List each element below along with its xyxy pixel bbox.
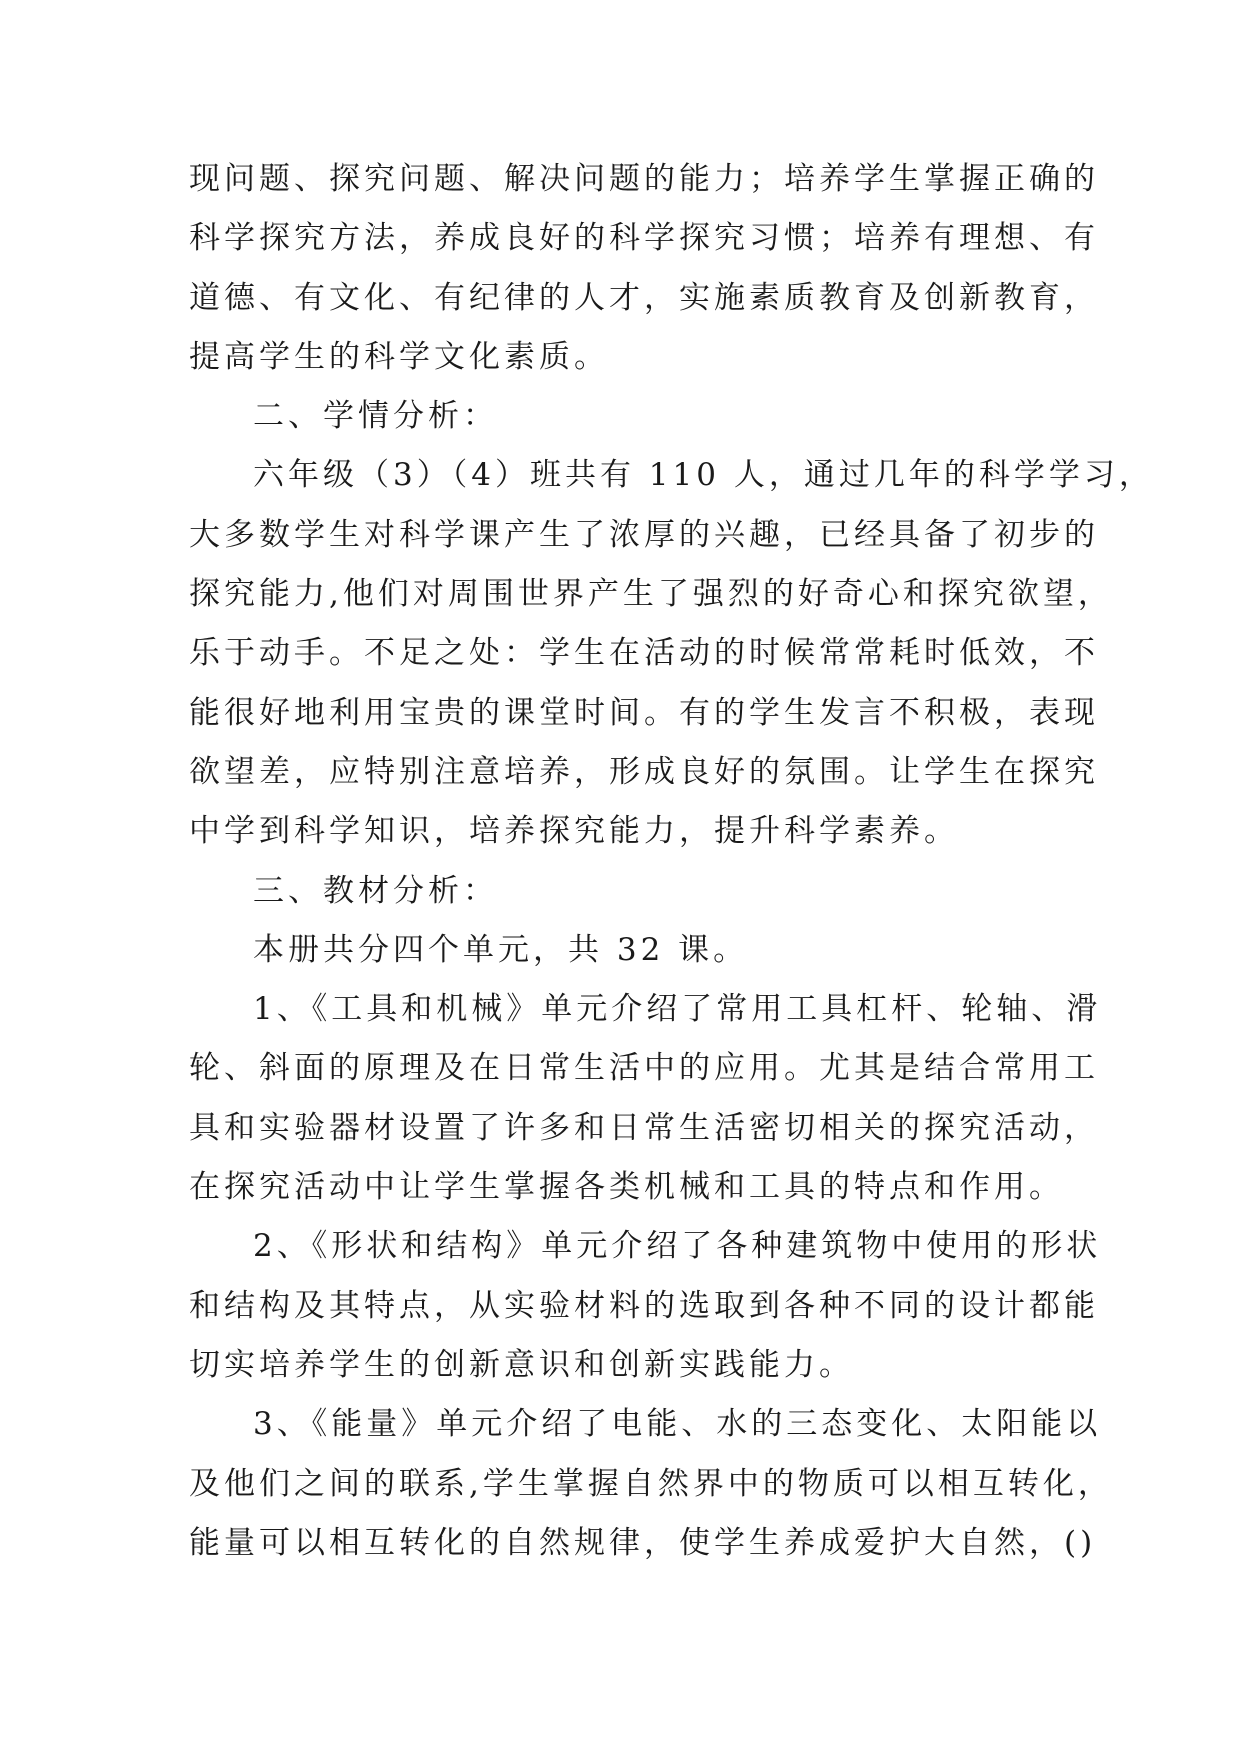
text-line: 道德、有文化、有纪律的人才，实施素质教育及创新教育，: [189, 279, 1099, 316]
text-line: 轮、斜面的原理及在日常生活中的应用。尤其是结合常用工: [189, 1050, 1099, 1087]
text-line: 本册共分四个单元，共 32 课。: [253, 931, 749, 968]
text-line: 在探究活动中让学生掌握各类机械和工具的特点和作用。: [189, 1169, 1064, 1206]
text-line: 和结构及其特点，从实验材料的选取到各种不同的设计都能: [189, 1287, 1099, 1324]
text-line: 六年级（3）（4）班共有 110 人，通过几年的科学学习，: [253, 457, 1154, 494]
text-line: 乐于动手。不足之处：学生在活动的时候常常耗时低效，不: [189, 635, 1099, 672]
text-line: 大多数学生对科学课产生了浓厚的兴趣，已经具备了初步的: [189, 516, 1099, 553]
document-body: [189, 150, 1154, 1573]
text-line: 中学到科学知识，培养探究能力，提升科学素养。: [189, 813, 959, 850]
section-heading: 三、教材分析：: [253, 872, 498, 909]
text-line: 科学探究方法，养成良好的科学探究习惯；培养有理想、有: [189, 220, 1099, 257]
text-line: 探究能力,他们对周围世界产生了强烈的好奇心和探究欲望，: [189, 576, 1113, 613]
text-line: 能量可以相互转化的自然规律，使学生养成爱护大自然，(): [189, 1524, 1097, 1561]
text-line: 2、《形状和结构》单元介绍了各种建筑物中使用的形状: [253, 1228, 1102, 1265]
text-line: 提高学生的科学文化素质。: [189, 338, 609, 375]
text-line: 1、《工具和机械》单元介绍了常用工具杠杆、轮轴、滑: [253, 991, 1102, 1028]
text-line: 3、《能量》单元介绍了电能、水的三态变化、太阳能以: [253, 1406, 1102, 1443]
section-heading: 二、学情分析：: [253, 398, 498, 435]
text-line: 切实培养学生的创新意识和创新实践能力。: [189, 1346, 854, 1383]
text-line: 欲望差，应特别注意培养，形成良好的氛围。让学生在探究: [189, 753, 1099, 790]
text-line: 及他们之间的联系,学生掌握自然界中的物质可以相互转化，: [189, 1465, 1113, 1502]
text-line: 能很好地利用宝贵的课堂时间。有的学生发言不积极，表现: [189, 694, 1099, 731]
text-line: 具和实验器材设置了许多和日常生活密切相关的探究活动，: [189, 1109, 1099, 1146]
text-line: 现问题、探究问题、解决问题的能力；培养学生掌握正确的: [189, 161, 1099, 197]
